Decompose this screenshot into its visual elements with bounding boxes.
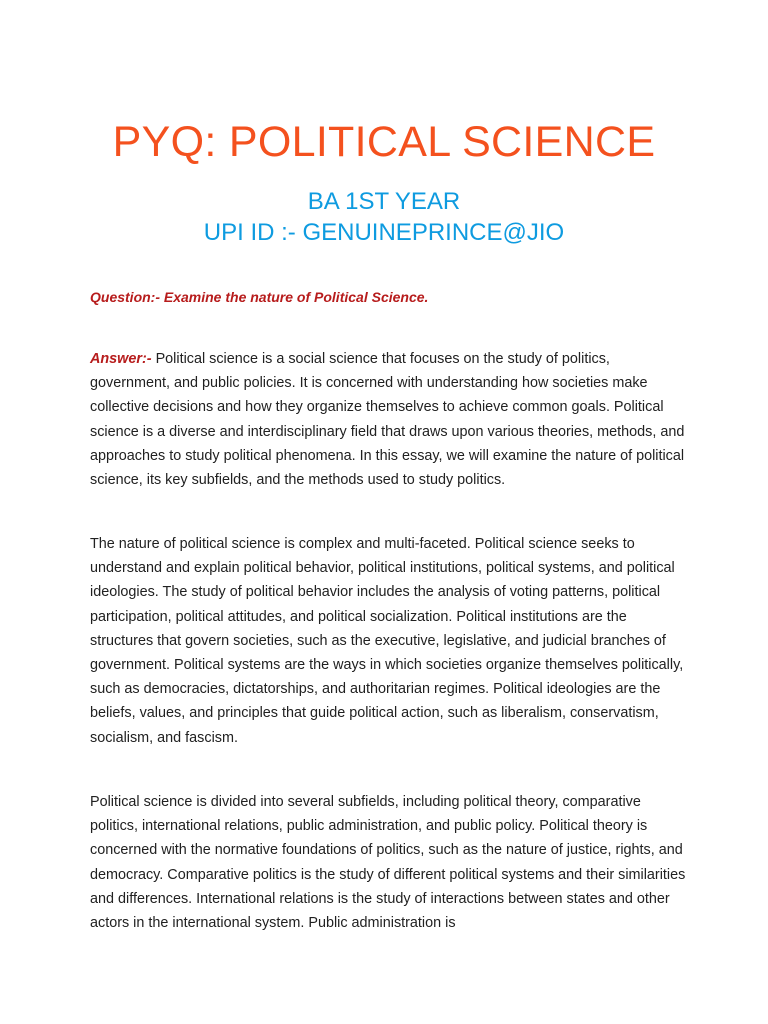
answer-paragraph-3: Political science is divided into several subfields, including political theory, comparative politics, international relations, public administration, and public policy. Political theory is concerned with the normative foundations of politics, such as the nature of justice, rights, and democracy. Comparative politics is the study of different political systems and their similarities and differences. International relations is the study of interactions between states and other actors in the international system. Public administration is [90,794,686,932]
answer-paragraph-1 [90,347,686,492]
page-title: PYQ: POLITICAL SCIENCE [112,118,656,166]
question-text: Question:- Examine the nature of Political Science. [90,289,429,305]
answer-paragraph-2: The nature of political science is complex and multi-faceted. Political science seeks to understand and explain political behavior, political institutions, political systems, and political ideologies. The study of political behavior includes the analysis of voting patterns, political participation, political attitudes, and political socialization. Political institutions are the structures that govern societies, such as the executive, legislative, and judicial branches of government. Political systems are the ways in which societies organize themselves politically, such as democracies, dictatorships, and authoritarian regimes. Political ideologies are the beliefs, values, and principles that guide political action, such as liberalism, conservatism, socialism, and fascism. [90,536,684,746]
answer-label: Answer:- [90,351,152,367]
subtitle-upi-id: UPI ID :- GENUINEPRINCE@JIO [203,219,565,246]
answer-paragraph-1-text: Political science is a social science that focuses on the study of politics, government, and public policies. It is concerned with understanding how societies make collective decisions and how they organize themselves to achieve common goals. Political science is a diverse and interdisciplinary field that draws upon various theories, methods, and approaches to study political phenomena. In this essay, we will examine the nature of political science, its key subfields, and the methods used to study politics. [90,351,685,489]
subtitle-course: BA 1ST YEAR [307,188,461,215]
